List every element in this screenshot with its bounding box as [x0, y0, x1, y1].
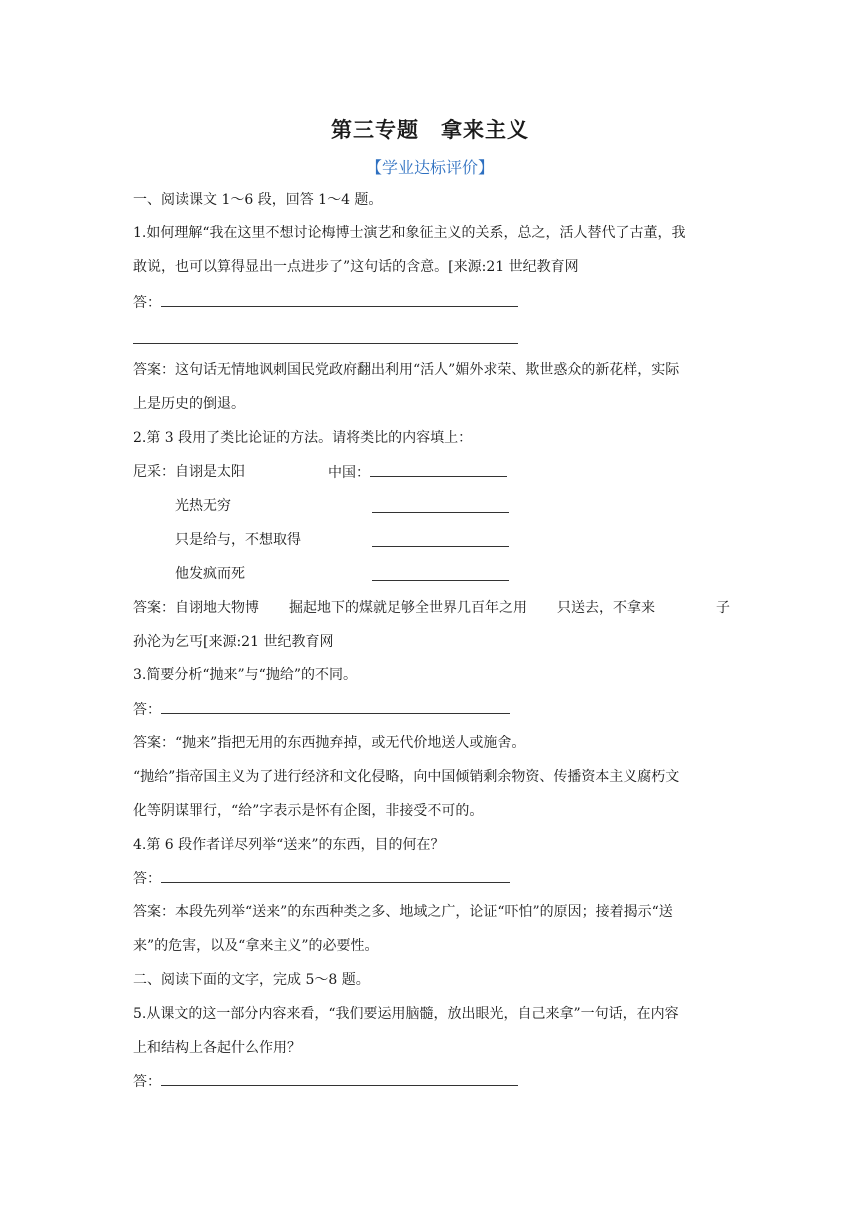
analogy-left-item: 他发疯而死: [175, 566, 245, 582]
answer-blank-1a[interactable]: [161, 292, 518, 307]
answer-blank-5[interactable]: [161, 1071, 518, 1086]
answer-4-line-1: 答案：本段先列举“送来”的东西种类之多、地域之广，论证“吓怕”的原因；接着揭示“送: [133, 904, 673, 920]
answer-part: 掘起地下的煤就足够全世界几百年之用: [289, 600, 527, 616]
analogy-left-item: 自诩是太阳: [175, 464, 245, 480]
answer-part: 自诩地大物博: [175, 600, 259, 616]
answer-1-line-1: 答案：这句话无情地讽刺国民党政府翻出利用“活人”媚外求荣、欺世惑众的新花样，实际: [133, 362, 680, 378]
analogy-left-item: 光热无穷: [175, 498, 231, 514]
answer-blank-1b[interactable]: [133, 343, 518, 344]
section-heading-1: 一、阅读课文 1～6 段，回答 1～4 题。: [133, 192, 383, 208]
answer-prompt-3: [133, 699, 510, 720]
analogy-left-item: 只是给与，不想取得: [175, 532, 301, 548]
question-2-stem: 2.第 3 段用了类比论证的方法。请将类比的内容填上：: [133, 430, 473, 446]
answer-prompt-label: 答：: [133, 702, 161, 718]
question-4-stem: 4.第 6 段作者详尽列举“送来”的东西，目的何在？: [133, 837, 445, 853]
analogy-blank-1[interactable]: [370, 462, 507, 477]
question-1-line-1: 1.如何理解“我在这里不想讨论梅博士演艺和象征主义的关系，总之，活人替代了古董，我: [133, 225, 686, 241]
answer-3-line-3: 化等阴谋罪行，“给”字表示是怀有企图，非接受不可的。: [133, 803, 484, 819]
answer-prompt-1: [133, 292, 518, 313]
question-5-line-1: 5.从课文的这一部分内容来看，“我们要运用脑髓，放出眼光，自己来拿”一句话，在内容: [133, 1006, 679, 1022]
answer-4-line-2: 来”的危害，以及“拿来主义”的必要性。: [133, 938, 379, 954]
answer-blank-3[interactable]: [161, 699, 510, 714]
answer-label: 答案：: [133, 600, 175, 616]
answer-1-line-2: 上是历史的倒退。: [133, 396, 245, 412]
page-subtitle: 【学业达标评价】: [365, 158, 494, 177]
analogy-right-row-1: [328, 462, 507, 483]
answer-prompt-label: 答：: [133, 1074, 161, 1090]
answer-prompt-5: [133, 1071, 518, 1092]
analogy-right-head: 中国：: [328, 465, 370, 481]
answer-prompt-label: 答：: [133, 295, 161, 311]
answer-3-line-2: “抛给”指帝国主义为了进行经济和文化侵略，向中国倾销剩余物资、传播资本主义腐朽文: [133, 769, 680, 785]
answer-prompt-4: [133, 868, 510, 889]
answer-2-line-2: 孙沦为乞丐[来源:21 世纪教育网: [133, 634, 334, 650]
question-5-line-2: 上和结构上各起什么作用？: [133, 1040, 301, 1056]
analogy-blank-4[interactable]: [372, 580, 509, 581]
answer-3-line-1: 答案：“抛来”指把无用的东西抛弃掉，或无代价地送人或施舍。: [133, 735, 526, 751]
analogy-blank-3[interactable]: [372, 546, 509, 547]
section-heading-2: 二、阅读下面的文字，完成 5～8 题。: [133, 972, 370, 988]
answer-2-line-1: [133, 598, 655, 618]
answer-prompt-label: 答：: [133, 871, 161, 887]
analogy-blank-2[interactable]: [372, 512, 509, 513]
analogy-row-1: [133, 462, 245, 482]
answer-part: 子: [716, 600, 730, 616]
analogy-left-head: 尼采：: [133, 464, 175, 480]
question-1-line-2: 敢说，也可以算得显出一点进步了”这句话的含意。[来源:21 世纪教育网: [133, 259, 579, 275]
answer-blank-4[interactable]: [161, 868, 510, 883]
page-title: 第三专题 拿来主义: [331, 118, 529, 142]
answer-part: 只送去，不拿来: [557, 600, 655, 616]
question-3-stem: 3.简要分析“抛来”与“抛给”的不同。: [133, 667, 357, 683]
